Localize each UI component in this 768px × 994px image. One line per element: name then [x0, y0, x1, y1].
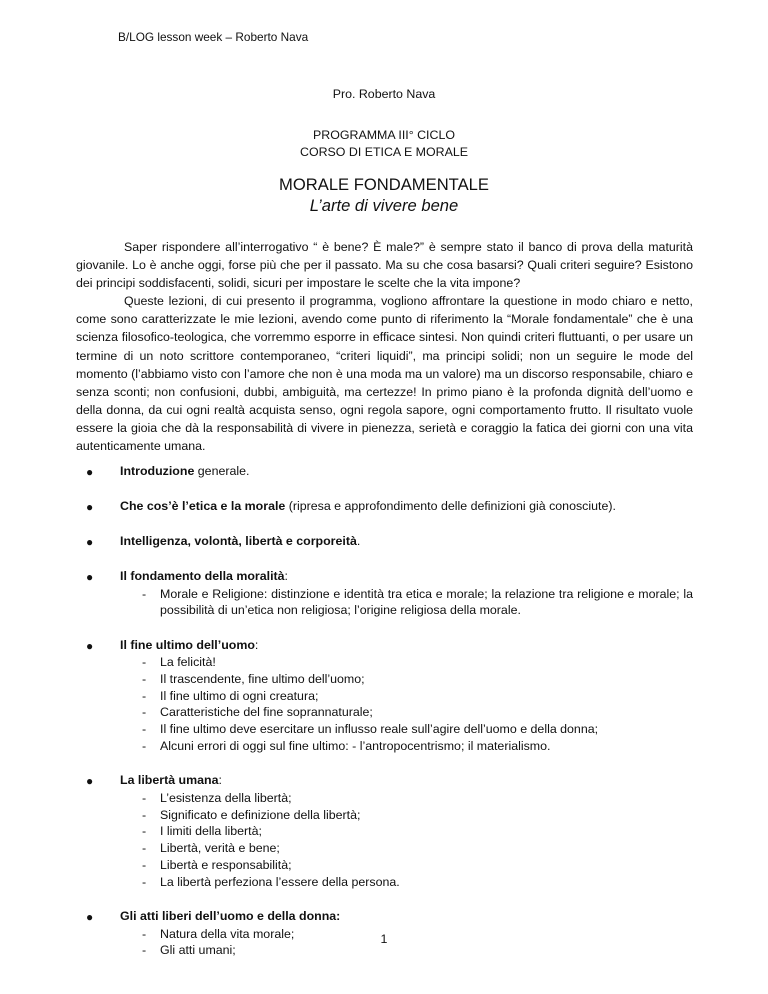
subtopic-text: Alcuni errori di oggi sul fine ultimo: - l’antropocentrismo; il materialismo.: [160, 739, 551, 754]
bullet-icon: ●: [86, 570, 94, 584]
dash-marker: -: [142, 655, 147, 670]
bullet-icon: ●: [86, 500, 94, 514]
subtopic-text: Libertà e responsabilità;: [160, 858, 292, 873]
bullet-icon: ●: [86, 535, 94, 549]
dash-marker: -: [142, 671, 147, 686]
program-line-1: PROGRAMMA III° CICLO: [313, 128, 455, 142]
bullet-icon: ●: [86, 910, 94, 925]
topic-heading: [120, 772, 693, 790]
subtopic-text: I limiti della libertà;: [160, 824, 262, 839]
intro-paragraph: Queste lezioni, di cui presento il programma, vogliono affrontare la questione in modo chiaro e netto, come sono caratterizzate le mie lezioni, avendo come punto di riferimento la “Morale fondamentale” che è una scienza filosofico-teologica, che vorremmo esporre in efficace sintesi. Non quindi criteri fluttuanti, o per usare un termine di un noto scrittore contemporaneo, “criteri liquidi”, ma principi solidi; non un seguire le mode del momento (l’abbiamo visto con l’amore che non è una moda ma un valore) ma un discorso responsabile, chiaro e senza sconti; non confusioni, dubbi, ambiguità, ma certezze! In primo piano è la profonda dignità dell’uomo e della donna, da cui ogni realtà acquista senso, ogni regola sapore, ogni comportamento frutto. Il risultato vuole essere la gioia che dà la responsabilità di vivere in pienezza, serietà e coraggio la fatica dei giorni con una vita autenticamente umana.: [76, 294, 693, 454]
bullet-icon: ●: [86, 774, 94, 789]
dash-marker: -: [142, 943, 147, 958]
topic-item: [76, 463, 693, 481]
dash-marker: -: [142, 841, 147, 856]
subtopic-item: [120, 874, 693, 891]
subtopic-text: La libertà perfeziona l’essere della persona.: [160, 874, 400, 889]
topic-title: Il fondamento della moralità: [120, 569, 285, 583]
program-line-2: CORSO DI ETICA E MORALE: [300, 145, 468, 159]
dash-marker: -: [142, 688, 147, 703]
topic-title: Il fine ultimo dell’uomo: [120, 637, 255, 652]
topic-heading: [120, 533, 693, 551]
intro-text: [76, 238, 693, 455]
subtopic-item: [120, 688, 693, 705]
subtopic-text: Morale e Religione: distinzione e identità tra etica e morale; la relazione tra religione e morale; la possibilità di un’etica non religiosa; l’origine religiosa della morale.: [160, 586, 693, 618]
dash-marker: -: [142, 586, 147, 601]
topic-title-suffix: .: [356, 534, 361, 548]
subtopic-item: [120, 738, 693, 755]
subtopic-item: [120, 840, 693, 857]
subtopic-text: Caratteristiche del fine soprannaturale;: [160, 705, 373, 720]
topic-title: Intelligenza, volontà, libertà e corporeità: [120, 534, 357, 548]
document-title: MORALE FONDAMENTALE: [279, 175, 489, 194]
subtopic-text: La felicità!: [160, 655, 216, 670]
intro-paragraph: Saper rispondere all’interrogativo “ è bene? È male?” è sempre stato il banco di prova della maturità giovanile. Lo è anche oggi, forse più che per il passato. Ma su che cosa basarsi? Quali criteri seguire? Esistono dei principi soddisfacenti, solidi, sicuri per impostare le scelte che la vita impone?: [76, 240, 693, 291]
topic-heading: [120, 637, 693, 655]
topic-title: Che cos’è l’etica e la morale: [120, 499, 286, 513]
subtopic-text: Il fine ultimo di ogni creatura;: [160, 688, 319, 703]
subtopic-text: Libertà, verità e bene;: [160, 841, 280, 856]
dash-marker: -: [142, 824, 147, 839]
dash-marker: -: [142, 874, 147, 889]
topic-item: [76, 533, 693, 551]
subtopic-text: L’esistenza della libertà;: [160, 790, 292, 805]
topic-title-suffix: :: [218, 773, 222, 788]
topic-item: [76, 637, 693, 755]
subtopic-item: [120, 807, 693, 824]
topic-title-suffix: (ripresa e approfondimento delle definizioni già conosciute).: [285, 499, 616, 513]
subtopic-item: [120, 823, 693, 840]
subtopic-item: [120, 857, 693, 874]
bullet-icon: ●: [86, 638, 94, 653]
dash-marker: -: [142, 705, 147, 720]
topic-heading: [120, 908, 693, 926]
subtopic-item: [120, 654, 693, 671]
topic-title: Gli atti liberi dell’uomo e della donna:: [120, 909, 341, 924]
dash-marker: -: [142, 790, 147, 805]
dash-marker: -: [142, 722, 147, 737]
program-heading: [0, 127, 768, 161]
document-title-block: [0, 174, 768, 216]
page-number: 1: [380, 932, 388, 946]
topic-item: [76, 568, 693, 619]
topic-heading: [120, 568, 693, 586]
topic-list: [76, 463, 693, 977]
page-header: B/LOG lesson week – Roberto Nava: [118, 30, 309, 44]
dash-marker: -: [142, 926, 147, 941]
dash-marker: -: [142, 739, 147, 754]
subtopic-item: [120, 790, 693, 807]
dash-marker: -: [142, 807, 147, 822]
subtopic-item: [120, 704, 693, 721]
subtopic-item: [120, 721, 693, 738]
author-line: Pro. Roberto Nava: [332, 87, 436, 101]
document-subtitle: L’arte di vivere bene: [309, 196, 459, 215]
topic-heading: [120, 498, 693, 516]
subtopic-text: Significato e definizione della libertà;: [160, 807, 361, 822]
topic-title-suffix: generale.: [194, 464, 250, 478]
topic-title: Introduzione: [120, 464, 195, 478]
subtopic-text: Gli atti umani;: [160, 943, 236, 958]
subtopic-text: Natura della vita morale;: [160, 926, 295, 941]
subtopic-item: [120, 586, 693, 620]
subtopic-text: Il trascendente, fine ultimo dell’uomo;: [160, 671, 365, 686]
topic-item: [76, 498, 693, 516]
topic-title: La libertà umana: [120, 773, 219, 788]
topic-item: [76, 772, 693, 890]
subtopic-item: [120, 671, 693, 688]
bullet-icon: ●: [86, 465, 94, 479]
dash-marker: -: [142, 858, 147, 873]
topic-heading: [120, 463, 693, 481]
topic-title-suffix: :: [284, 569, 288, 583]
topic-title-suffix: :: [254, 637, 259, 652]
subtopic-text: Il fine ultimo deve esercitare un influsso reale sull’agire dell’uomo e della donna;: [160, 722, 599, 737]
